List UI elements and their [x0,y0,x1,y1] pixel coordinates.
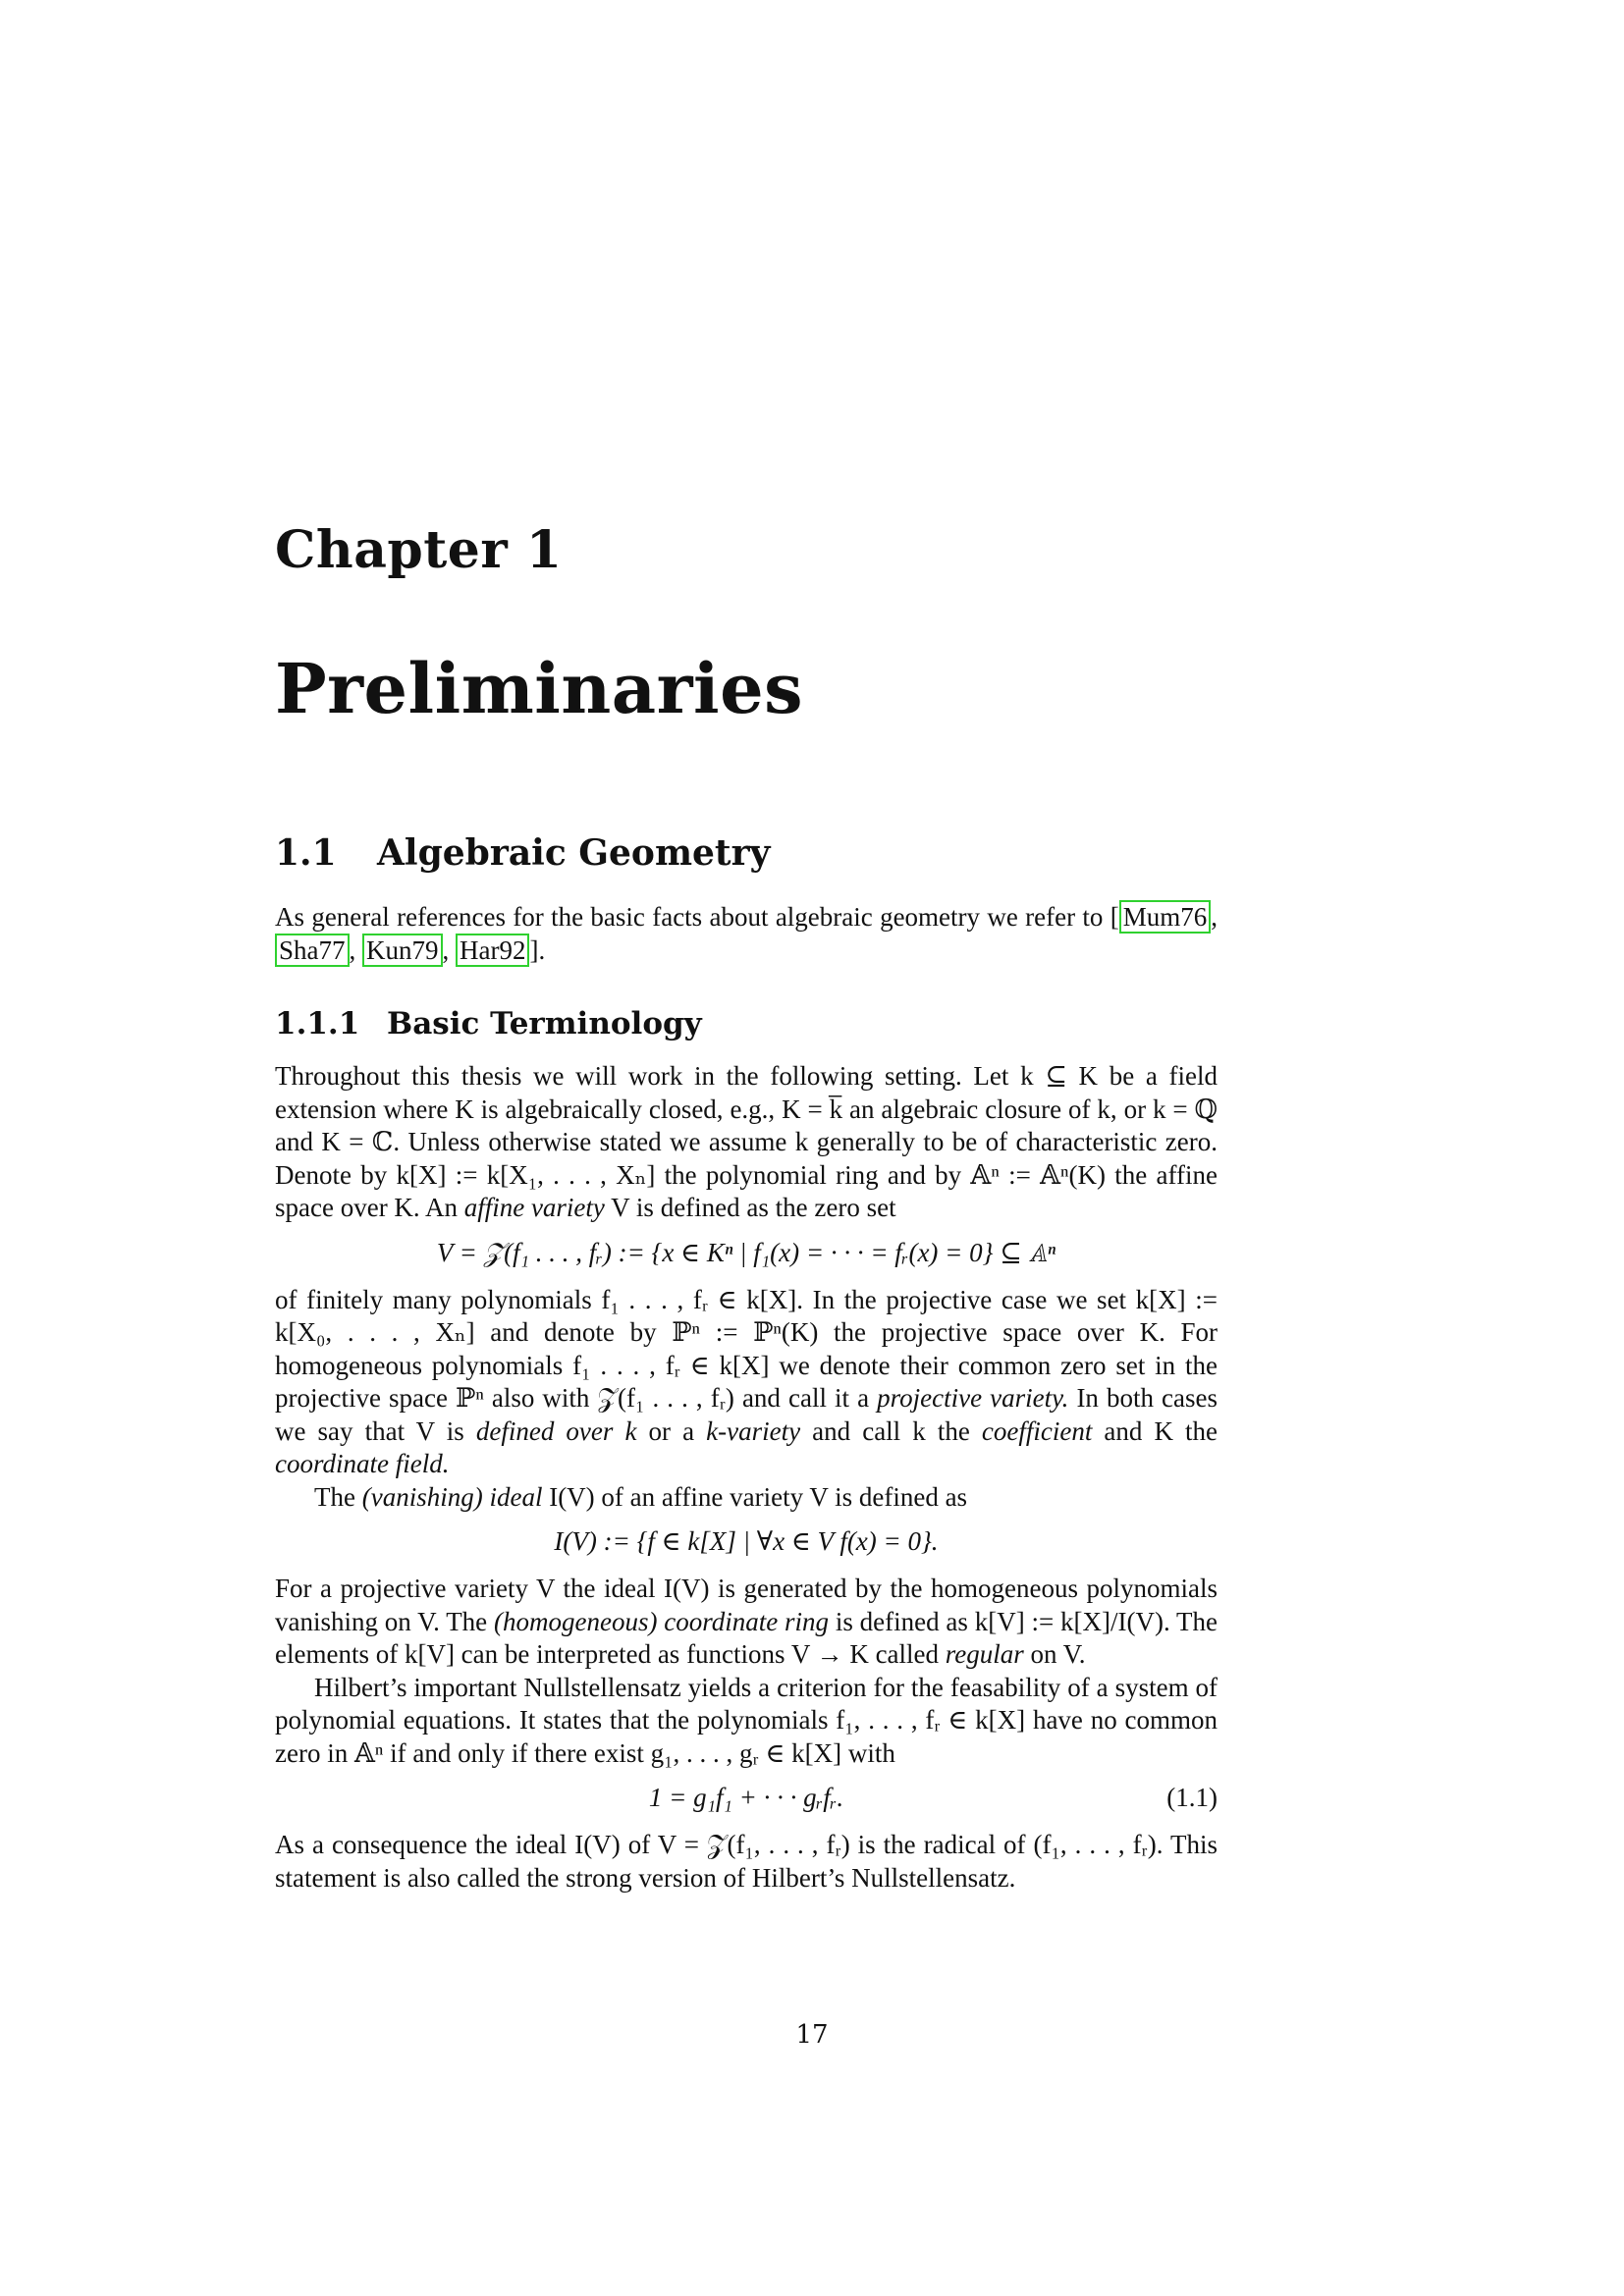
paragraph: Hilbert’s important Nullstellensatz yields a criterion for the feasability of a system of polynomial equations. It states that the polynomials f₁, . . . , fᵣ ∈ k[X] have no common zero in 𝔸ⁿ if and only if there exist g₁, . . . , gᵣ ∈ k[X] with [275,1672,1218,1768]
emphasis: defined over k [475,1415,637,1446]
body-text [275,1060,1218,1895]
subsection-heading [275,1006,1218,1041]
text: For a projective variety V the ideal I(V) is generated by the homogeneous polynomials vanishing on V. The [275,1574,1218,1636]
display-equation [275,1514,1218,1573]
paragraph [275,1060,1218,1225]
subsection-title: Basic Terminology [387,1006,702,1041]
section-heading [275,832,1218,874]
section-title: Algebraic Geometry [377,832,771,874]
equation-number: (1.1) [1166,1783,1218,1812]
equation: V = 𝒵(f₁ . . . , fᵣ) := {x ∈ Kⁿ | f₁(x) = · · · = fᵣ(x) = 0} ⊆ 𝔸ⁿ [436,1237,1056,1267]
display-equation [275,1225,1218,1284]
text: Throughout this thesis we will work in the following setting. Let k ⊆ K be a field extension where K is algebraically closed, e.g., K = k̅ an algebraic closure of k, or k = ℚ and K = ℂ. Unless otherwise stated we assume k generally to be of characteristic zero. Denote by k[X] := k[X₁, . . . , Xₙ] the polynomial ring and by 𝔸ⁿ := 𝔸ⁿ(K) the affine space over K. An [275,1061,1218,1222]
emphasis: affine variety [463,1193,605,1222]
intro-paragraph: As general references for the basic facts about algebraic geometry we refer to [ Mum76 , Sha77 , Kun79 , Har92 ]. [275,902,1218,965]
emphasis: coefficient [981,1415,1093,1446]
text: I(V) of an affine variety V is defined as [549,1481,968,1512]
equation: 1 = g₁f₁ + · · · gᵣfᵣ. [648,1783,844,1812]
paragraph [275,1481,1218,1515]
section-number: 1.1 [275,832,337,874]
text: on V. [1030,1639,1086,1669]
intro-text: As general references for the basic facts about algebraic geometry we refer to [ [275,902,1119,932]
text: of finitely many polynomials f₁ . . . , fᵣ ∈ k[X]. In the projective case we set k[X] := k[X₀, . . . , Xₙ] and denote by ℙⁿ := ℙⁿ(K) the projective space over K. For homogeneous polynomials f₁ . . . , fᵣ ∈ k[X] we denote their common zero set in the projective space ℙⁿ also with 𝒵(f₁ . . . , fᵣ) and call it a [275,1284,1218,1413]
page-number: 17 [795,2020,829,2050]
emphasis: k-variety [706,1415,801,1446]
emphasis: (homogeneous) coordinate ring [493,1606,830,1636]
paragraph [275,1284,1218,1481]
subsection-number: 1.1.1 [275,1006,360,1041]
text: and K the [1104,1415,1218,1446]
text: and call k the [812,1415,970,1446]
emphasis: projective variety. [877,1383,1069,1413]
equation: I(V) := {f ∈ k[X] | ∀x ∈ V f(x) = 0}. [554,1526,939,1556]
text: V is defined as the zero set [611,1193,896,1222]
text: In both cases we say that V is [275,1383,1218,1446]
emphasis: coordinate field. [275,1449,450,1478]
citation-link[interactable]: Kun79 [362,934,443,967]
emphasis: regular [945,1639,1024,1669]
paragraph: As a consequence the ideal I(V) of V = 𝒵(f₁, . . . , fᵣ) is the radical of (f₁, . . . , fᵣ). This statement is also called the strong version of Hilbert’s Nullstellensatz. [275,1830,1218,1893]
text: is defined as k[V] := k[X]/I(V). The elements of k[V] can be interpreted as functions V → K called [275,1606,1218,1669]
citation-link[interactable]: Har92 [456,934,529,967]
emphasis: (vanishing) ideal [361,1481,543,1512]
citation-link[interactable]: Sha77 [275,934,350,967]
paragraph [275,1573,1218,1672]
citation-link[interactable]: Mum76 [1119,900,1212,934]
chapter-title: Preliminaries [275,648,804,729]
display-equation [275,1770,1218,1829]
text: The [314,1481,355,1512]
text: or a [648,1415,695,1446]
intro-text-end: ]. [529,934,546,965]
chapter-label: Chapter 1 [275,520,563,580]
